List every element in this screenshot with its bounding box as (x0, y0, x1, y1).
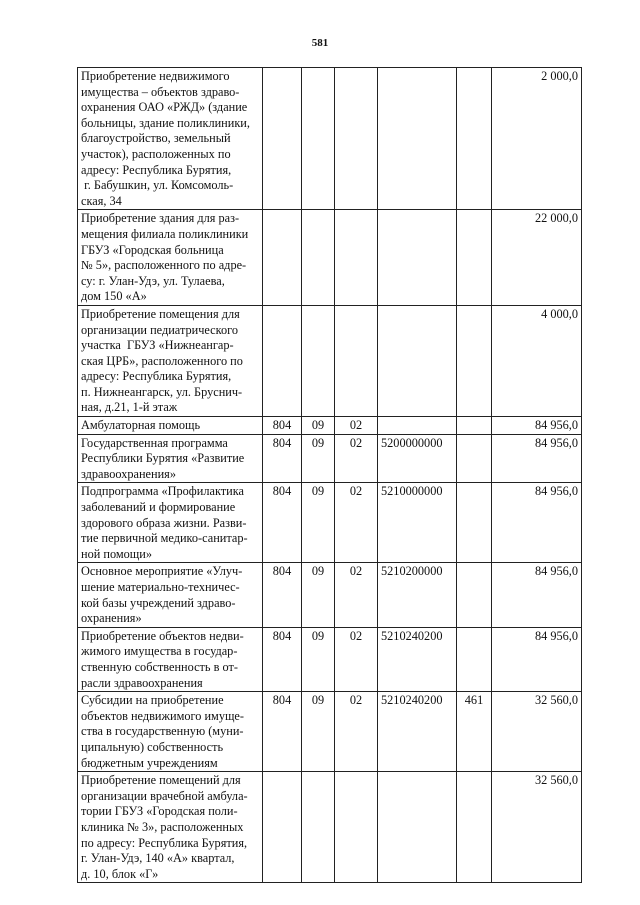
subsection-code-cell: 02 (335, 483, 378, 563)
item-name-cell (78, 434, 263, 483)
page-number: 581 (311, 37, 329, 49)
item-name-line: охранения» (81, 611, 142, 626)
item-name-line: ГБУЗ «Городская больница (81, 242, 224, 257)
budget-table (77, 67, 582, 883)
expense-type-code-cell (457, 563, 492, 627)
subsection-code-cell: 02 (335, 434, 378, 483)
item-name-line: ципальную) собственность (81, 739, 224, 754)
item-name-line: г. Улан-Удэ, 140 «А» квартал, (81, 851, 235, 866)
expense-type-code-cell (457, 772, 492, 883)
table-row (78, 692, 582, 772)
subsection-code-cell: 02 (335, 563, 378, 627)
target-article-code-cell: 5210240200 (378, 692, 457, 772)
item-name-line: ственную собственность в от- (81, 660, 238, 674)
amount-cell: 84 956,0 (492, 434, 582, 483)
item-name-line: Подпрограмма «Профилактика (81, 484, 244, 499)
amount-cell: 32 560,0 (492, 772, 582, 883)
ministry-code-cell: 804 (263, 692, 302, 772)
item-name-cell (78, 305, 263, 416)
expense-type-code-cell (457, 305, 492, 416)
amount-cell: 84 956,0 (492, 483, 582, 563)
section-code-cell (302, 772, 335, 883)
item-name-line: заболеваний и формирование (81, 500, 236, 515)
expense-type-code-cell: 461 (457, 692, 492, 772)
ministry-code-cell: 804 (263, 434, 302, 483)
item-name-line: здравоохранения» (81, 466, 176, 481)
table-row (78, 483, 582, 563)
expense-type-code-cell (457, 483, 492, 563)
section-code-cell: 09 (302, 627, 335, 691)
item-name-line: клиника № 3», расположенных (81, 819, 244, 834)
expense-type-code-cell (457, 210, 492, 306)
target-article-code-cell (378, 417, 457, 435)
ministry-code-cell (263, 68, 302, 210)
item-name-line: объектов недвижимого имуще- (81, 708, 244, 723)
item-name-cell (78, 692, 263, 772)
subsection-code-cell: 02 (335, 692, 378, 772)
section-code-cell: 09 (302, 563, 335, 627)
amount-cell: 32 560,0 (492, 692, 582, 772)
target-article-code-cell (378, 772, 457, 883)
item-name-line: здорового образа жизни. Разви- (81, 515, 247, 530)
target-article-code-cell (378, 210, 457, 306)
target-article-code-cell: 5200000000 (378, 434, 457, 483)
ministry-code-cell: 804 (263, 627, 302, 691)
item-name-cell (78, 627, 263, 691)
target-article-code-cell: 5210240200 (378, 627, 457, 691)
item-name-line: ной помощи» (81, 546, 153, 561)
table-row (78, 627, 582, 691)
item-name-line: участок), расположенных по (81, 146, 231, 161)
item-name-line: Приобретение помещений для (81, 773, 241, 788)
ministry-code-cell: 804 (263, 563, 302, 627)
item-name-line: расли здравоохранения (81, 675, 203, 690)
table-row (78, 434, 582, 483)
item-name-line: Приобретение недвижимого (81, 69, 230, 83)
expense-type-code-cell (457, 68, 492, 210)
item-name-cell (78, 417, 263, 435)
item-name-line: г. Бабушкин, ул. Комсомоль- (81, 178, 234, 193)
section-code-cell: 09 (302, 417, 335, 435)
subsection-code-cell: 02 (335, 627, 378, 691)
amount-cell: 4 000,0 (492, 305, 582, 416)
expense-type-code-cell (457, 417, 492, 435)
item-name-line: Субсидии на приобретение (81, 693, 224, 708)
table-row (78, 563, 582, 627)
table-row (78, 210, 582, 306)
section-code-cell (302, 68, 335, 210)
item-name-line: ства в государственную (муни- (81, 724, 244, 739)
subsection-code-cell (335, 772, 378, 883)
ministry-code-cell: 804 (263, 483, 302, 563)
item-name-line: имущества – объектов здраво- (81, 84, 240, 99)
item-name-line: организации педиатрического (81, 322, 238, 337)
ministry-code-cell (263, 210, 302, 306)
item-name-line: су: г. Улан-Удэ, ул. Тулаева, (81, 273, 225, 288)
item-name-line: по адресу: Республика Бурятия, (81, 835, 248, 850)
item-name-cell (78, 210, 263, 306)
item-name-line: ская ЦРБ», расположенного по (81, 353, 243, 368)
item-name-line: Республики Бурятия «Развитие (81, 451, 245, 466)
table-row (78, 68, 582, 210)
ministry-code-cell (263, 772, 302, 883)
item-name-line: тории ГБУЗ «Городская поли- (81, 804, 238, 819)
target-article-code-cell (378, 68, 457, 210)
amount-cell: 22 000,0 (492, 210, 582, 306)
expense-type-code-cell (457, 627, 492, 691)
item-name-line: бюджетным учреждениям (81, 755, 218, 770)
target-article-code-cell: 5210200000 (378, 563, 457, 627)
ministry-code-cell: 804 (263, 417, 302, 435)
item-name-line: Приобретение помещения для (81, 306, 240, 321)
section-code-cell (302, 305, 335, 416)
item-name-line: Основное мероприятие «Улуч- (81, 564, 243, 579)
item-name-line: благоустройство, земельный (81, 131, 231, 146)
expense-type-code-cell (457, 434, 492, 483)
target-article-code-cell: 5210000000 (378, 483, 457, 563)
amount-cell: 84 956,0 (492, 417, 582, 435)
item-name-line: организации врачебной амбула- (81, 788, 248, 803)
section-code-cell: 09 (302, 483, 335, 563)
item-name-line: кой базы учреждений здраво- (81, 595, 236, 610)
subsection-code-cell (335, 68, 378, 210)
item-name-line: адресу: Республика Бурятия, (81, 369, 232, 384)
item-name-line: д. 10, блок «Г» (81, 866, 159, 881)
item-name-line: адресу: Республика Бурятия, (81, 162, 232, 177)
target-article-code-cell (378, 305, 457, 416)
item-name-cell (78, 483, 263, 563)
item-name-line: п. Нижнеангарск, ул. Бруснич- (81, 384, 243, 399)
item-name-line: Приобретение объектов недви- (81, 628, 244, 643)
item-name-line: мещения филиала поликлиники (81, 226, 249, 241)
item-name-line: участка ГБУЗ «Нижнеангар- (81, 338, 234, 353)
item-name-cell (78, 68, 263, 210)
item-name-line: тие первичной медико-санитар- (81, 531, 248, 546)
table-row (78, 772, 582, 883)
item-name-line: Амбулаторная помощь (81, 418, 201, 433)
item-name-line: Государственная программа (81, 435, 228, 450)
item-name-line: ная, д.21, 1-й этаж (81, 400, 178, 415)
amount-cell: 84 956,0 (492, 627, 582, 691)
ministry-code-cell (263, 305, 302, 416)
item-name-line: больницы, здание поликлиники, (81, 115, 250, 130)
item-name-line: № 5», расположенного по адре- (81, 258, 247, 273)
item-name-line: ская, 34 (81, 193, 122, 208)
subsection-code-cell (335, 305, 378, 416)
item-name-line: дом 150 «А» (81, 289, 147, 304)
subsection-code-cell (335, 210, 378, 306)
amount-cell: 2 000,0 (492, 68, 582, 210)
amount-cell: 84 956,0 (492, 563, 582, 627)
item-name-line: жимого имущества в государ- (81, 644, 238, 659)
item-name-cell (78, 563, 263, 627)
item-name-line: шение материально-техничес- (81, 580, 240, 595)
item-name-line: Приобретение здания для раз- (81, 211, 240, 226)
subsection-code-cell: 02 (335, 417, 378, 435)
item-name-line: охранения ОАО «РЖД» (здание (81, 100, 248, 115)
table-row (78, 417, 582, 435)
section-code-cell: 09 (302, 434, 335, 483)
section-code-cell: 09 (302, 692, 335, 772)
section-code-cell (302, 210, 335, 306)
table-row (78, 305, 582, 416)
item-name-cell (78, 772, 263, 883)
